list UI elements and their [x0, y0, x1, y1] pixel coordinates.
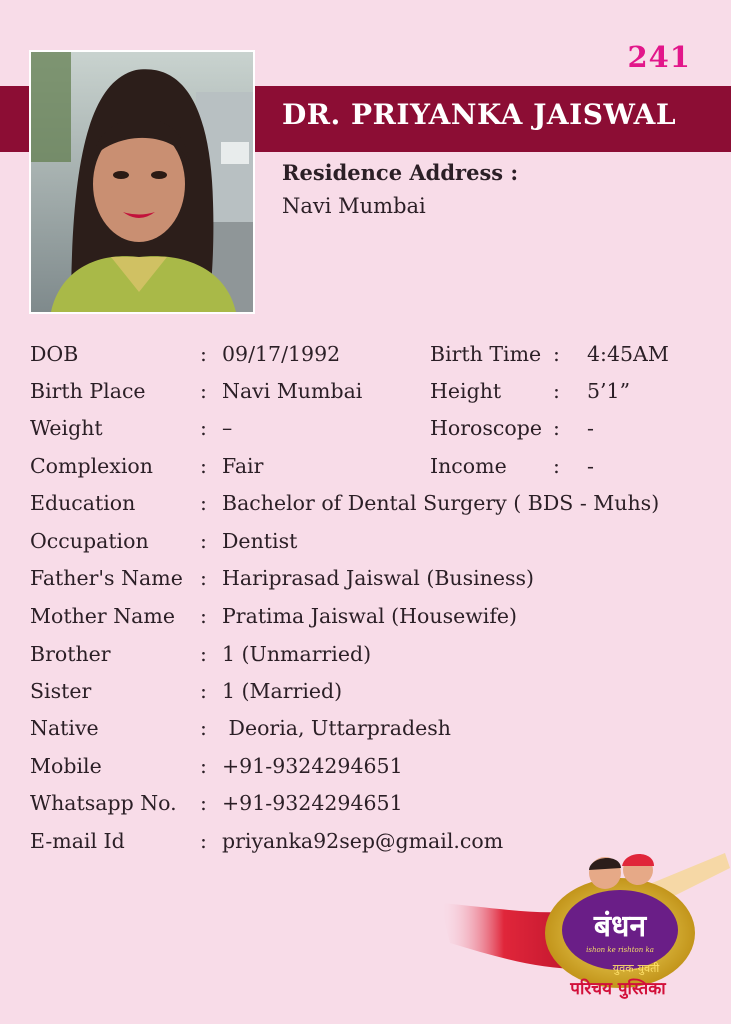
detail-label: E-mail Id	[30, 829, 125, 853]
detail-row-whatsapp	[0, 791, 731, 827]
detail-value: Pratima Jaiswal (Housewife)	[222, 604, 518, 628]
email-address: priyanka92sep@gmail.com	[222, 829, 504, 853]
bandhan-logo-art	[440, 848, 730, 1018]
profile-name: DR. PRIYANKA JAISWAL	[282, 98, 677, 131]
detail-value: Bachelor of Dental Surgery ( BDS - Muhs)	[222, 491, 660, 515]
detail-value: 09/17/1992	[222, 342, 341, 366]
detail-label: Mother Name	[30, 604, 175, 628]
detail-separator: :	[200, 491, 207, 515]
detail-label: Horoscope	[430, 416, 542, 440]
detail-label: Whatsapp No.	[30, 791, 177, 815]
detail-value: Fair	[222, 454, 264, 478]
detail-value: 4:45AM	[587, 342, 669, 366]
detail-label: Weight	[30, 416, 103, 440]
detail-separator: :	[200, 716, 207, 740]
logo-tagline: ishon ke rishton ka	[586, 946, 654, 954]
logo-subtitle-top: युवक-युवती	[612, 962, 660, 975]
residence-label: Residence Address :	[282, 160, 519, 185]
detail-label: Father's Name	[30, 566, 183, 590]
detail-separator: :	[200, 416, 207, 440]
detail-row-sister	[0, 679, 731, 715]
detail-value: -	[587, 416, 594, 440]
detail-value: Dentist	[222, 529, 298, 553]
detail-separator: :	[200, 379, 207, 403]
detail-value: Deoria, Uttarpradesh	[222, 716, 451, 740]
detail-label: Birth Place	[30, 379, 146, 403]
detail-separator: :	[200, 604, 207, 628]
detail-label: Brother	[30, 642, 111, 666]
bandhan-logo	[440, 848, 730, 1018]
detail-value: 1 (Unmarried)	[222, 642, 372, 666]
detail-separator: :	[200, 679, 207, 703]
detail-label: Native	[30, 716, 99, 740]
detail-row-dob	[0, 342, 731, 378]
detail-label: Mobile	[30, 754, 102, 778]
detail-separator: :	[553, 454, 560, 478]
detail-separator: :	[200, 342, 207, 366]
profile-number: 241	[627, 40, 691, 74]
detail-value: 1 (Married)	[222, 679, 343, 703]
detail-value: -	[587, 454, 594, 478]
logo-title: बंधन	[593, 909, 647, 944]
portrait-image	[31, 52, 253, 312]
detail-label: Education	[30, 491, 136, 515]
detail-separator: :	[200, 454, 207, 478]
whatsapp-number: +91-9324294651	[222, 791, 403, 815]
detail-separator: :	[200, 791, 207, 815]
logo-subtitle-bottom: परिचय पुस्तिका	[570, 979, 666, 999]
detail-separator: :	[553, 416, 560, 440]
detail-label: Income	[430, 454, 507, 478]
detail-row-father-name	[0, 566, 731, 602]
detail-row-weight	[0, 416, 731, 452]
detail-label: Height	[430, 379, 502, 403]
detail-label: Occupation	[30, 529, 149, 553]
detail-label: DOB	[30, 342, 79, 366]
detail-label: Birth Time	[430, 342, 542, 366]
detail-row-occupation	[0, 529, 731, 565]
detail-value: Hariprasad Jaiswal (Business)	[222, 566, 535, 590]
detail-separator: :	[553, 342, 560, 366]
detail-value: 5’1”	[587, 379, 631, 403]
detail-row-native	[0, 716, 731, 752]
detail-separator: :	[200, 642, 207, 666]
mobile-number: +91-9324294651	[222, 754, 403, 778]
detail-row-birth-place	[0, 379, 731, 415]
profile-photo	[29, 50, 255, 314]
detail-label: Sister	[30, 679, 92, 703]
detail-row-mobile	[0, 754, 731, 790]
residence-value: Navi Mumbai	[282, 194, 426, 218]
detail-row-education	[0, 491, 731, 527]
detail-separator: :	[200, 754, 207, 778]
detail-label: Complexion	[30, 454, 153, 478]
detail-separator: :	[200, 566, 207, 590]
detail-row-mother-name	[0, 604, 731, 640]
detail-separator: :	[200, 529, 207, 553]
detail-separator: :	[200, 829, 207, 853]
detail-row-complexion	[0, 454, 731, 490]
detail-separator: :	[553, 379, 560, 403]
detail-value: –	[222, 416, 233, 440]
detail-value: Navi Mumbai	[222, 379, 363, 403]
detail-row-brother	[0, 642, 731, 678]
